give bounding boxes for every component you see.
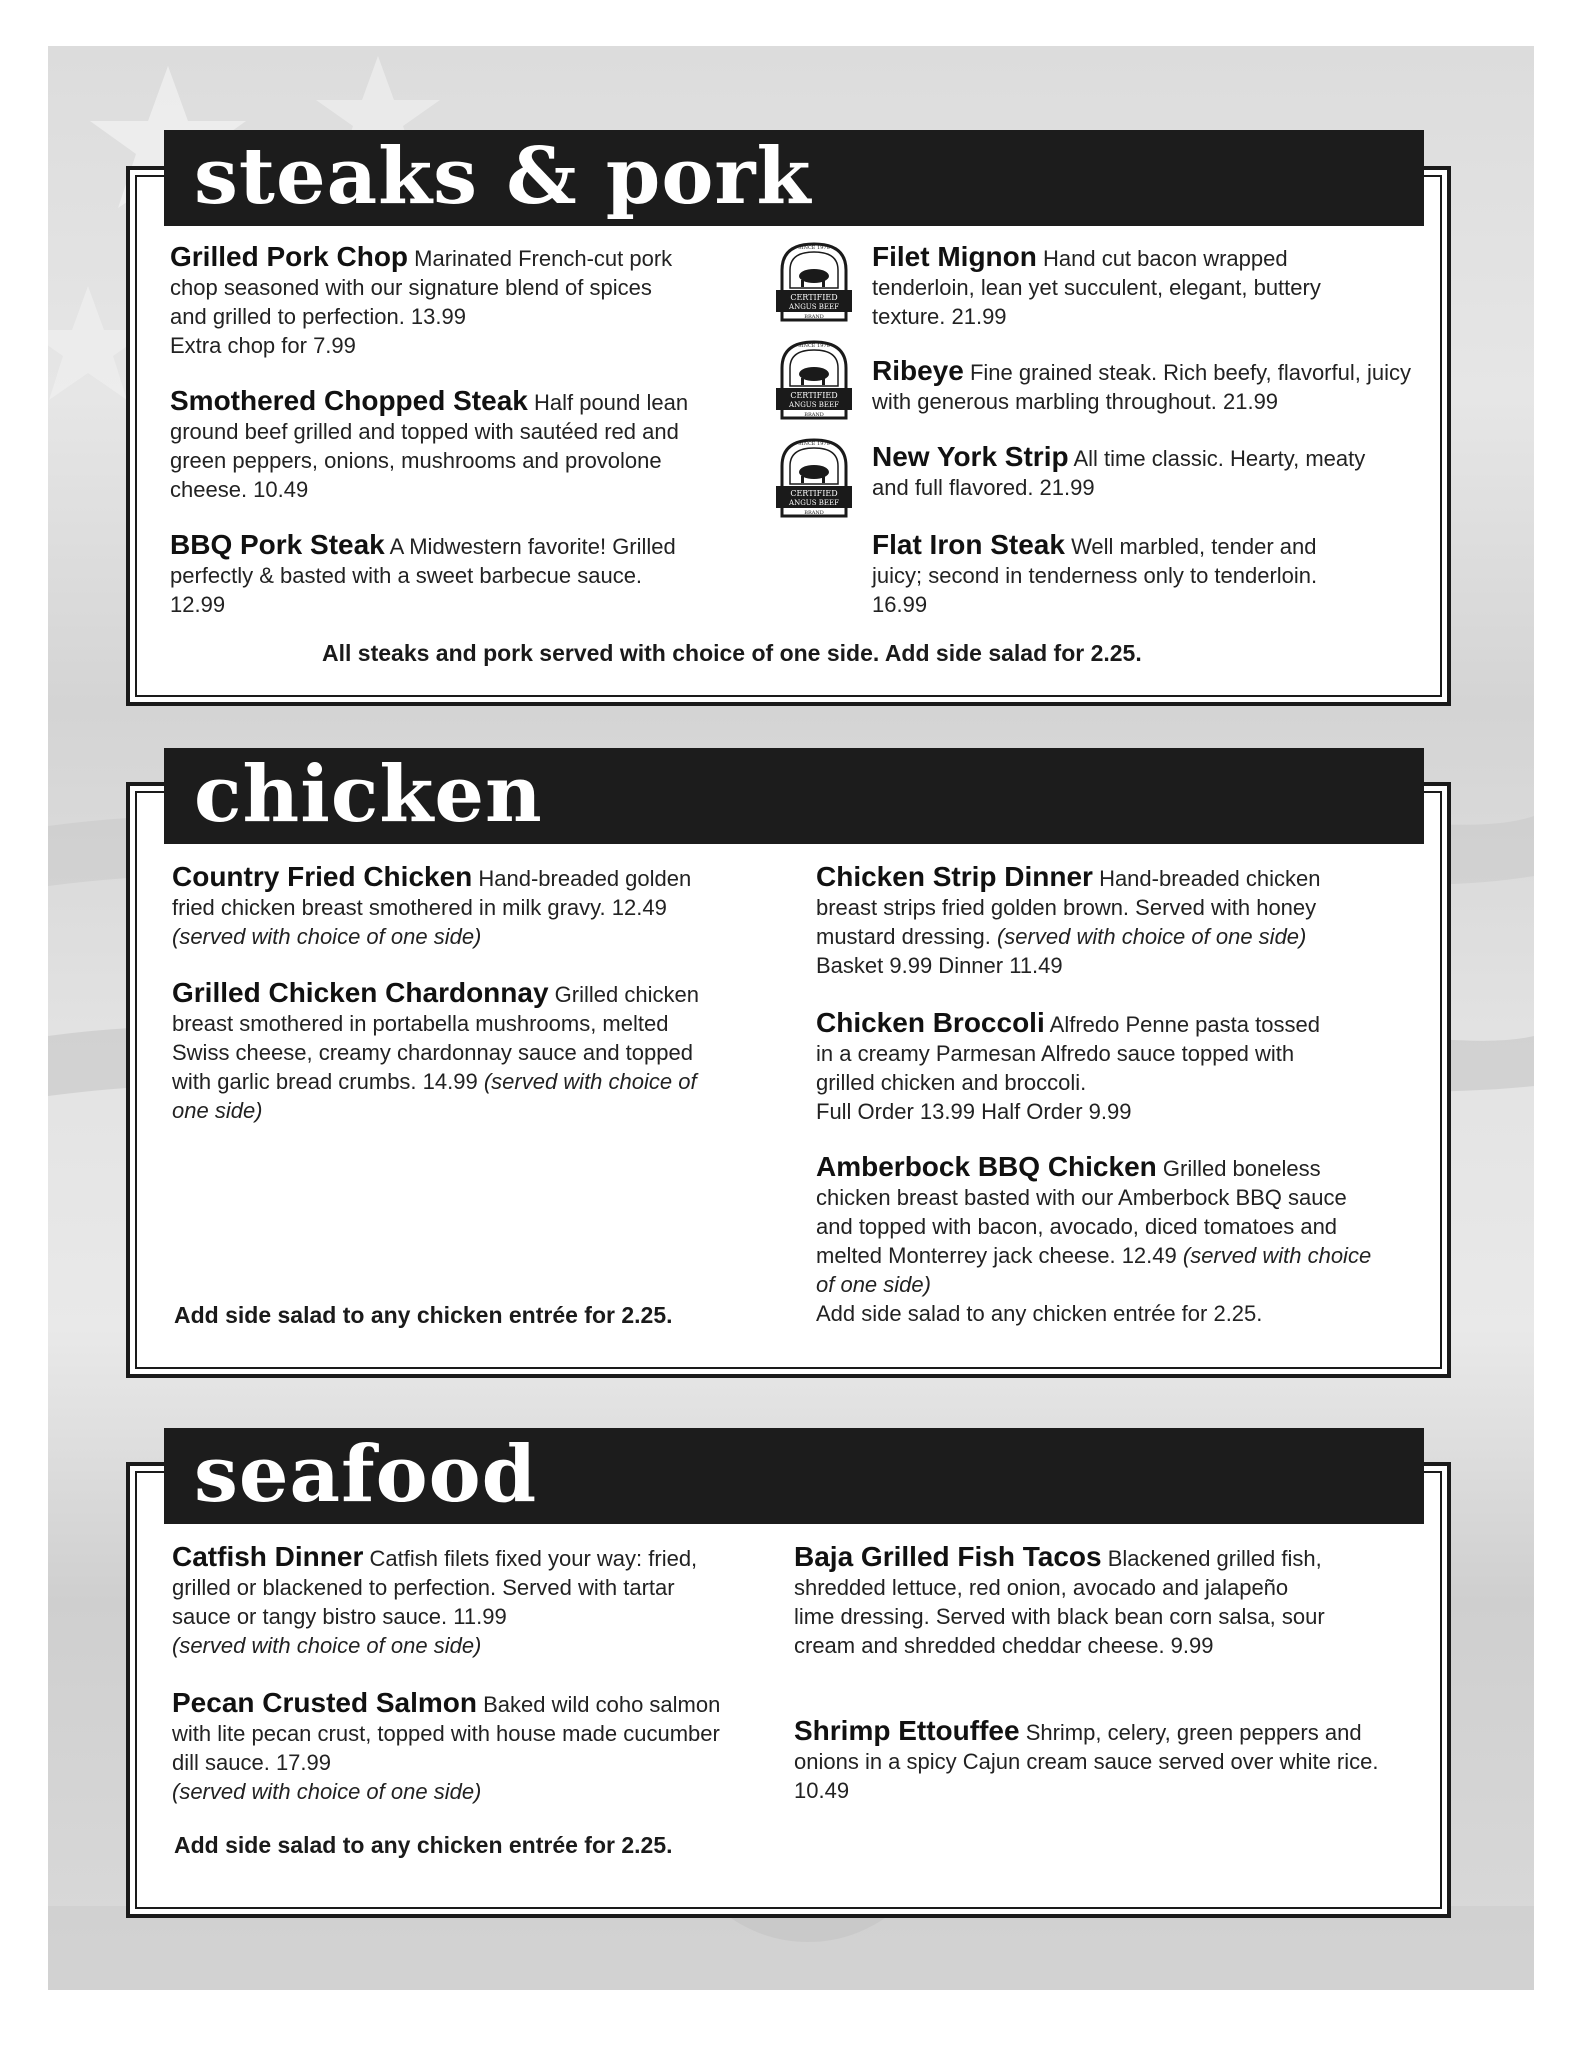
item-name: Catfish Dinner: [172, 1541, 364, 1572]
chicken-footnote-left: Add side salad to any chicken entrée for 2.25.: [174, 1302, 673, 1328]
item-name: Filet Mignon: [872, 241, 1037, 272]
svg-text:BRAND: BRAND: [804, 510, 824, 516]
item-description: Marinated French-cut pork chop seasoned with our signature blend of spices and grilled to perfection. 13.99: [170, 246, 673, 329]
item-description: Hand cut bacon wrapped tenderloin, lean yet succulent, elegant, buttery texture. 21.99: [872, 246, 1321, 329]
menu-item-country-fried-chicken: [172, 862, 712, 951]
item-name: Grilled Chicken Chardonnay: [172, 977, 549, 1008]
menu-item-smothered-chopped-steak: [170, 386, 710, 504]
cow-icon: [774, 338, 854, 422]
item-side-note: (served with choice of one side): [996, 924, 1307, 949]
seafood-footnote: Add side salad to any chicken entrée for 2.25.: [174, 1832, 673, 1858]
svg-text:ANGUS BEEF: ANGUS BEEF: [789, 499, 839, 507]
item-name: Smothered Chopped Steak: [170, 385, 528, 416]
steaks-pork-footnote: All steaks and pork served with choice of one side. Add side salad for 2.25.: [322, 640, 1142, 666]
svg-text:SINCE 1978: SINCE 1978: [798, 343, 830, 349]
menu-item-grilled-pork-chop: [170, 242, 690, 360]
svg-text:ANGUS BEEF: ANGUS BEEF: [789, 401, 839, 409]
item-name: BBQ Pork Steak: [170, 529, 385, 560]
menu-item-flat-iron-steak: [872, 530, 1352, 619]
item-description: Hand-breaded chicken breast strips fried golden brown. Served with honey mustard dressing.: [816, 866, 1321, 949]
item-name: Baja Grilled Fish Tacos: [794, 1541, 1102, 1572]
item-extra: Extra chop for 7.99: [170, 333, 356, 358]
menu-item-chicken-broccoli: [816, 1008, 1336, 1126]
item-description: Blackened grilled fish, shredded lettuce, red onion, avocado and jalapeño lime dressing. Served with black bean corn salsa, sour cream and shredded cheddar cheese. 9.99: [794, 1546, 1325, 1658]
item-name: Flat Iron Steak: [872, 529, 1065, 560]
item-name: Shrimp Ettouffee: [794, 1715, 1020, 1746]
certified-angus-beef-badge-2: [774, 338, 854, 422]
item-name: Ribeye: [872, 355, 964, 386]
svg-text:BRAND: BRAND: [804, 314, 824, 320]
item-side-note: (served with choice of one side): [816, 1243, 1372, 1297]
item-name: Pecan Crusted Salmon: [172, 1687, 477, 1718]
seafood-title: seafood: [194, 1429, 538, 1520]
menu-item-bbq-pork-steak: [170, 530, 700, 619]
item-name: Chicken Broccoli: [816, 1007, 1045, 1038]
item-extra: Add side salad to any chicken entrée for 2.25.: [816, 1301, 1263, 1326]
item-prices: Full Order 13.99 Half Order 9.99: [816, 1099, 1132, 1124]
item-description: Well marbled, tender and juicy; second in tenderness only to tenderloin. 16.99: [872, 534, 1318, 617]
menu-item-shrimp-ettouffee: [794, 1716, 1384, 1805]
menu-item-pecan-crusted-salmon: [172, 1688, 752, 1806]
item-description: Baked wild coho salmon with lite pecan crust, topped with house made cucumber dill sauce. 17.99: [172, 1692, 721, 1775]
menu-item-amberbock-bbq-chicken: [816, 1152, 1376, 1328]
menu-item-grilled-chicken-chardonnay: [172, 978, 702, 1125]
item-description: Grilled boneless chicken breast basted with our Amberbock BBQ sauce and topped with bacon, avocado, diced tomatoes and melted Monterrey jack cheese. 12.49: [816, 1156, 1347, 1268]
cow-icon: [774, 240, 854, 324]
svg-text:CERTIFIED: CERTIFIED: [790, 293, 838, 302]
item-name: Amberbock BBQ Chicken: [816, 1151, 1157, 1182]
certified-angus-beef-badge-3: [774, 436, 854, 520]
chicken-header: [164, 748, 1424, 844]
item-description: Grilled chicken breast smothered in portabella mushrooms, melted Swiss cheese, creamy chardonnay sauce and topped with garlic bread crumbs. 14.99: [172, 982, 699, 1094]
item-side-note: (served with choice of one side): [172, 1779, 482, 1804]
cow-icon: [774, 436, 854, 520]
item-side-note: (served with choice of one side): [172, 1069, 697, 1123]
steaks-pork-header: [164, 130, 1424, 226]
item-side-note: (served with choice of one side): [172, 924, 482, 949]
item-description: Fine grained steak. Rich beefy, flavorful, juicy with generous marbling throughout. 21.99: [872, 360, 1411, 414]
svg-text:SINCE 1978: SINCE 1978: [798, 441, 830, 447]
item-name: Grilled Pork Chop: [170, 241, 409, 272]
svg-text:SINCE 1978: SINCE 1978: [798, 245, 830, 251]
svg-text:CERTIFIED: CERTIFIED: [790, 489, 838, 498]
item-side-note: (served with choice of one side): [172, 1633, 482, 1658]
certified-angus-beef-badge-1: [774, 240, 854, 324]
item-description: A Midwestern favorite! Grilled perfectly & basted with a sweet barbecue sauce. 12.99: [170, 534, 676, 617]
menu-item-catfish-dinner: [172, 1542, 712, 1660]
menu-item-baja-grilled-fish-tacos: [794, 1542, 1334, 1660]
item-prices: Basket 9.99 Dinner 11.49: [816, 953, 1063, 978]
svg-text:CERTIFIED: CERTIFIED: [790, 391, 838, 400]
menu-item-ribeye: [872, 356, 1412, 416]
item-name: Chicken Strip Dinner: [816, 861, 1093, 892]
svg-text:ANGUS BEEF: ANGUS BEEF: [789, 303, 839, 311]
item-name: Country Fried Chicken: [172, 861, 473, 892]
item-description: Shrimp, celery, green peppers and onions in a spicy Cajun cream sauce served over white rice. 10.49: [794, 1720, 1379, 1803]
menu-item-new-york-strip: [872, 442, 1382, 502]
menu-item-filet-mignon: [872, 242, 1372, 331]
menu-item-chicken-strip-dinner: [816, 862, 1356, 980]
item-description: Alfredo Penne pasta tossed in a creamy Parmesan Alfredo sauce topped with grilled chicken and broccoli.: [816, 1012, 1320, 1095]
item-description: Hand-breaded golden fried chicken breast smothered in milk gravy. 12.49: [172, 866, 692, 920]
seafood-header: [164, 1428, 1424, 1524]
steaks-pork-title: steaks & pork: [194, 131, 812, 222]
chicken-title: chicken: [194, 749, 543, 840]
item-name: New York Strip: [872, 441, 1069, 472]
svg-text:BRAND: BRAND: [804, 412, 824, 418]
item-description: Half pound lean ground beef grilled and topped with sautéed red and green peppers, onions, mushrooms and provolone cheese. 10.49: [170, 390, 689, 502]
item-description: Catfish filets fixed your way: fried, grilled or blackened to perfection. Served with tartar sauce or tangy bistro sauce. 11.99: [172, 1546, 698, 1629]
item-description: All time classic. Hearty, meaty and full flavored. 21.99: [872, 446, 1366, 500]
